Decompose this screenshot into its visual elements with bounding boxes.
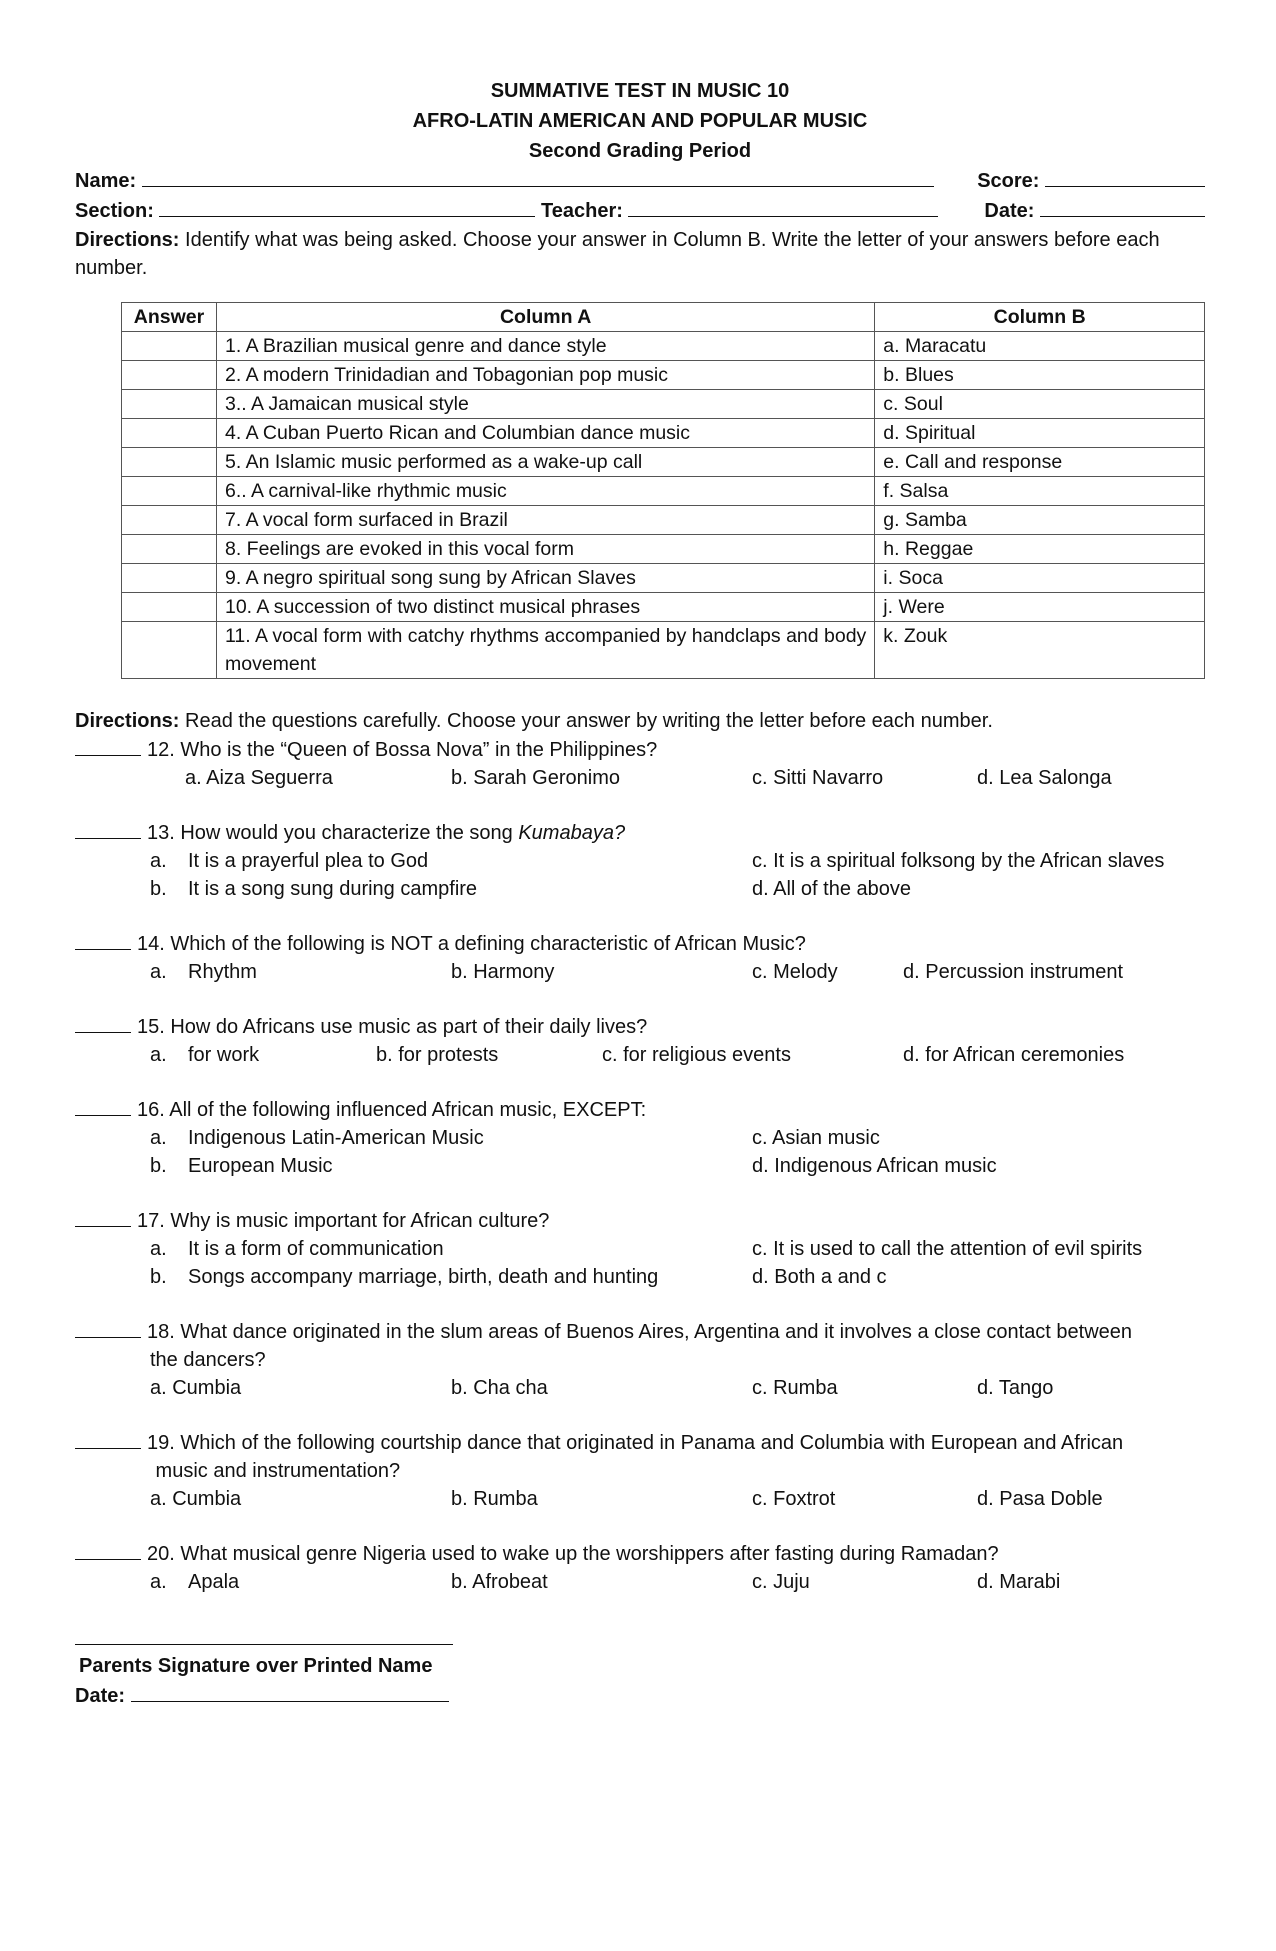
option: d. Percussion instrument — [903, 961, 1124, 983]
option: c. Melody — [752, 961, 838, 983]
column-a-cell: 11. A vocal form with catchy rhythms accompanied by handclaps and body movement — [216, 622, 874, 679]
table-row — [122, 448, 1205, 477]
table-row — [122, 390, 1205, 419]
question-text: 20. What musical genre Nigeria used to wake up the worshippers after fasting during Ramadan? — [147, 1543, 999, 1565]
answer-cell[interactable] — [122, 419, 217, 448]
directions-1 — [75, 226, 1205, 282]
option: c. Asian music — [752, 1127, 880, 1149]
directions-2-label: Directions: — [75, 710, 180, 732]
option: a. Cumbia — [150, 1488, 242, 1510]
table-row — [122, 535, 1205, 564]
test-subtitle: AFRO-LATIN AMERICAN AND POPULAR MUSIC — [412, 110, 868, 132]
table-row — [122, 593, 1205, 622]
option: d. Tango — [977, 1377, 1054, 1399]
column-b-cell: f. Salsa — [875, 477, 1205, 506]
signature-date-blank[interactable] — [131, 1681, 449, 1702]
directions-2 — [75, 707, 1205, 735]
table-row — [122, 477, 1205, 506]
column-a-cell: 4. A Cuban Puerto Rican and Columbian dance music — [216, 419, 874, 448]
directions-1-text: Identify what was being asked. Choose your answer in Column B. Write the letter of your answers before each number. — [75, 229, 1160, 279]
question-text: 14. Which of the following is NOT a defining characteristic of African Music? — [137, 933, 806, 955]
answer-cell[interactable] — [122, 535, 217, 564]
table-row — [122, 361, 1205, 390]
answer-cell[interactable] — [122, 593, 217, 622]
option: d. for African ceremonies — [903, 1044, 1125, 1066]
signature-block — [75, 1644, 1205, 1711]
name-blank[interactable] — [142, 166, 934, 187]
column-a-cell: 6.. A carnival-like rhythmic music — [216, 477, 874, 506]
column-a-cell: 7. A vocal form surfaced in Brazil — [216, 506, 874, 535]
column-b-cell: a. Maracatu — [875, 332, 1205, 361]
option: c. Foxtrot — [752, 1488, 836, 1510]
option: Apala — [188, 1571, 240, 1593]
signature-date-label: Date: — [75, 1685, 126, 1707]
question-text-continued: the dancers? — [150, 1349, 266, 1371]
question-15 — [75, 1012, 1205, 1069]
column-b-cell: c. Soul — [875, 390, 1205, 419]
table-row — [122, 506, 1205, 535]
answer-blank[interactable] — [75, 1317, 141, 1338]
teacher-blank[interactable] — [628, 196, 938, 217]
answer-blank[interactable] — [75, 1428, 141, 1449]
option: d. Indigenous African music — [752, 1155, 997, 1177]
option: It is a form of communication — [188, 1238, 444, 1260]
column-b-cell: h. Reggae — [875, 535, 1205, 564]
option-letter: a. — [150, 850, 167, 872]
option: c. It is a spiritual folksong by the African slaves — [752, 850, 1165, 872]
option: d. All of the above — [752, 878, 912, 900]
header-column-b: Column B — [875, 303, 1205, 332]
column-b-cell: i. Soca — [875, 564, 1205, 593]
answer-blank[interactable] — [75, 735, 141, 756]
directions-2-text: Read the questions carefully. Choose your answer by writing the letter before each number. — [179, 710, 993, 732]
score-label: Score: — [977, 170, 1040, 192]
column-a-cell: 5. An Islamic music performed as a wake-up call — [216, 448, 874, 477]
question-text: 12. Who is the “Queen of Bossa Nova” in the Philippines? — [147, 739, 658, 761]
question-17 — [75, 1206, 1205, 1291]
option: Rhythm — [188, 961, 257, 983]
option: d. Pasa Doble — [977, 1488, 1103, 1510]
question-text: 18. What dance originated in the slum areas of Buenos Aires, Argentina and it involves a close contact between — [147, 1321, 1133, 1343]
date-label: Date: — [984, 200, 1035, 222]
column-a-cell: 8. Feelings are evoked in this vocal form — [216, 535, 874, 564]
signature-date-row — [75, 1681, 1205, 1711]
option: for work — [188, 1044, 260, 1066]
option: Songs accompany marriage, birth, death and hunting — [188, 1266, 659, 1288]
column-b-cell: j. Were — [875, 593, 1205, 622]
question-text: 13. How would you characterize the song — [147, 822, 519, 844]
column-b-cell: d. Spiritual — [875, 419, 1205, 448]
header-column-a: Column A — [216, 303, 874, 332]
option: d. Marabi — [977, 1571, 1061, 1593]
option: European Music — [188, 1155, 333, 1177]
section-row — [75, 196, 1205, 226]
date-blank[interactable] — [1040, 196, 1205, 217]
column-b-cell: g. Samba — [875, 506, 1205, 535]
column-a-cell: 2. A modern Trinidadian and Tobagonian pop music — [216, 361, 874, 390]
question-text: 19. Which of the following courtship dance that originated in Panama and Columbia with European and African — [147, 1432, 1124, 1454]
answer-blank[interactable] — [75, 1206, 131, 1227]
option: b. Afrobeat — [451, 1571, 548, 1593]
answer-cell[interactable] — [122, 390, 217, 419]
option: c. Juju — [752, 1571, 810, 1593]
question-18 — [75, 1317, 1205, 1402]
option: b. Sarah Geronimo — [451, 767, 620, 789]
test-page — [75, 76, 1205, 1711]
answer-blank[interactable] — [75, 1095, 131, 1116]
question-text: 15. How do Africans use music as part of their daily lives? — [137, 1016, 648, 1038]
option: Indigenous Latin-American Music — [188, 1127, 484, 1149]
option: b. Rumba — [451, 1488, 538, 1510]
option: b. Harmony — [451, 961, 555, 983]
answer-cell[interactable] — [122, 506, 217, 535]
option-letter: a. — [150, 1571, 167, 1593]
column-a-cell: 10. A succession of two distinct musical phrases — [216, 593, 874, 622]
answer-cell[interactable] — [122, 361, 217, 390]
question-12 — [75, 735, 1205, 792]
signature-label: Parents Signature over Printed Name — [79, 1655, 433, 1677]
answer-blank[interactable] — [75, 818, 141, 839]
option: c. Rumba — [752, 1377, 838, 1399]
answer-cell[interactable] — [122, 477, 217, 506]
option: b. Cha cha — [451, 1377, 548, 1399]
option: c. for religious events — [602, 1044, 791, 1066]
option: d. Lea Salonga — [977, 767, 1112, 789]
option-letter: a. — [150, 1044, 167, 1066]
question-14 — [75, 929, 1205, 986]
question-16 — [75, 1095, 1205, 1180]
column-b-cell: k. Zouk — [875, 622, 1205, 679]
option-letter: b. — [150, 878, 167, 900]
column-b-cell: e. Call and response — [875, 448, 1205, 477]
option-letter: a. — [150, 1127, 167, 1149]
answer-cell[interactable] — [122, 448, 217, 477]
signature-line[interactable] — [75, 1644, 453, 1645]
option: d. Both a and c — [752, 1266, 887, 1288]
option-letter: a. — [150, 961, 167, 983]
table-row — [122, 419, 1205, 448]
score-blank[interactable] — [1045, 166, 1205, 187]
option: c. It is used to call the attention of evil spirits — [752, 1238, 1143, 1260]
column-a-cell: 3.. A Jamaican musical style — [216, 390, 874, 419]
question-text: 17. Why is music important for African culture? — [137, 1210, 550, 1232]
test-title: SUMMATIVE TEST IN MUSIC 10 — [490, 80, 790, 102]
answer-cell[interactable] — [122, 564, 217, 593]
header-answer: Answer — [122, 303, 217, 332]
table-row — [122, 564, 1205, 593]
grading-period: Second Grading Period — [528, 140, 752, 162]
option: b. for protests — [376, 1044, 499, 1066]
option-letter: a. — [150, 1238, 167, 1260]
matching-table — [121, 302, 1205, 679]
question-text-italic: Kumabaya? — [518, 822, 626, 844]
option: It is a prayerful plea to God — [188, 850, 429, 872]
column-a-cell: 9. A negro spiritual song sung by African Slaves — [216, 564, 874, 593]
option-letter: b. — [150, 1155, 167, 1177]
teacher-label: Teacher: — [541, 200, 623, 222]
answer-blank[interactable] — [75, 929, 131, 950]
question-19 — [75, 1428, 1205, 1513]
answer-cell[interactable] — [122, 622, 217, 679]
table-row — [122, 622, 1205, 679]
option: It is a song sung during campfire — [188, 878, 478, 900]
column-a-cell: 1. A Brazilian musical genre and dance style — [216, 332, 874, 361]
option-letter: b. — [150, 1266, 167, 1288]
section-label: Section: — [75, 200, 154, 222]
section-blank[interactable] — [159, 196, 535, 217]
column-b-cell: b. Blues — [875, 361, 1205, 390]
name-label: Name: — [75, 170, 137, 192]
answer-blank[interactable] — [75, 1012, 131, 1033]
question-13 — [75, 818, 1205, 903]
answer-blank[interactable] — [75, 1539, 141, 1560]
option: c. Sitti Navarro — [752, 767, 884, 789]
option: a. Cumbia — [150, 1377, 242, 1399]
directions-1-label: Directions: — [75, 229, 180, 251]
option: a. Aiza Seguerra — [185, 767, 333, 789]
answer-cell[interactable] — [122, 332, 217, 361]
name-score-row — [75, 166, 1205, 196]
question-20 — [75, 1539, 1205, 1596]
table-row — [122, 332, 1205, 361]
question-text-continued: music and instrumentation? — [150, 1460, 401, 1482]
question-text: 16. All of the following influenced African music, EXCEPT: — [137, 1099, 647, 1121]
